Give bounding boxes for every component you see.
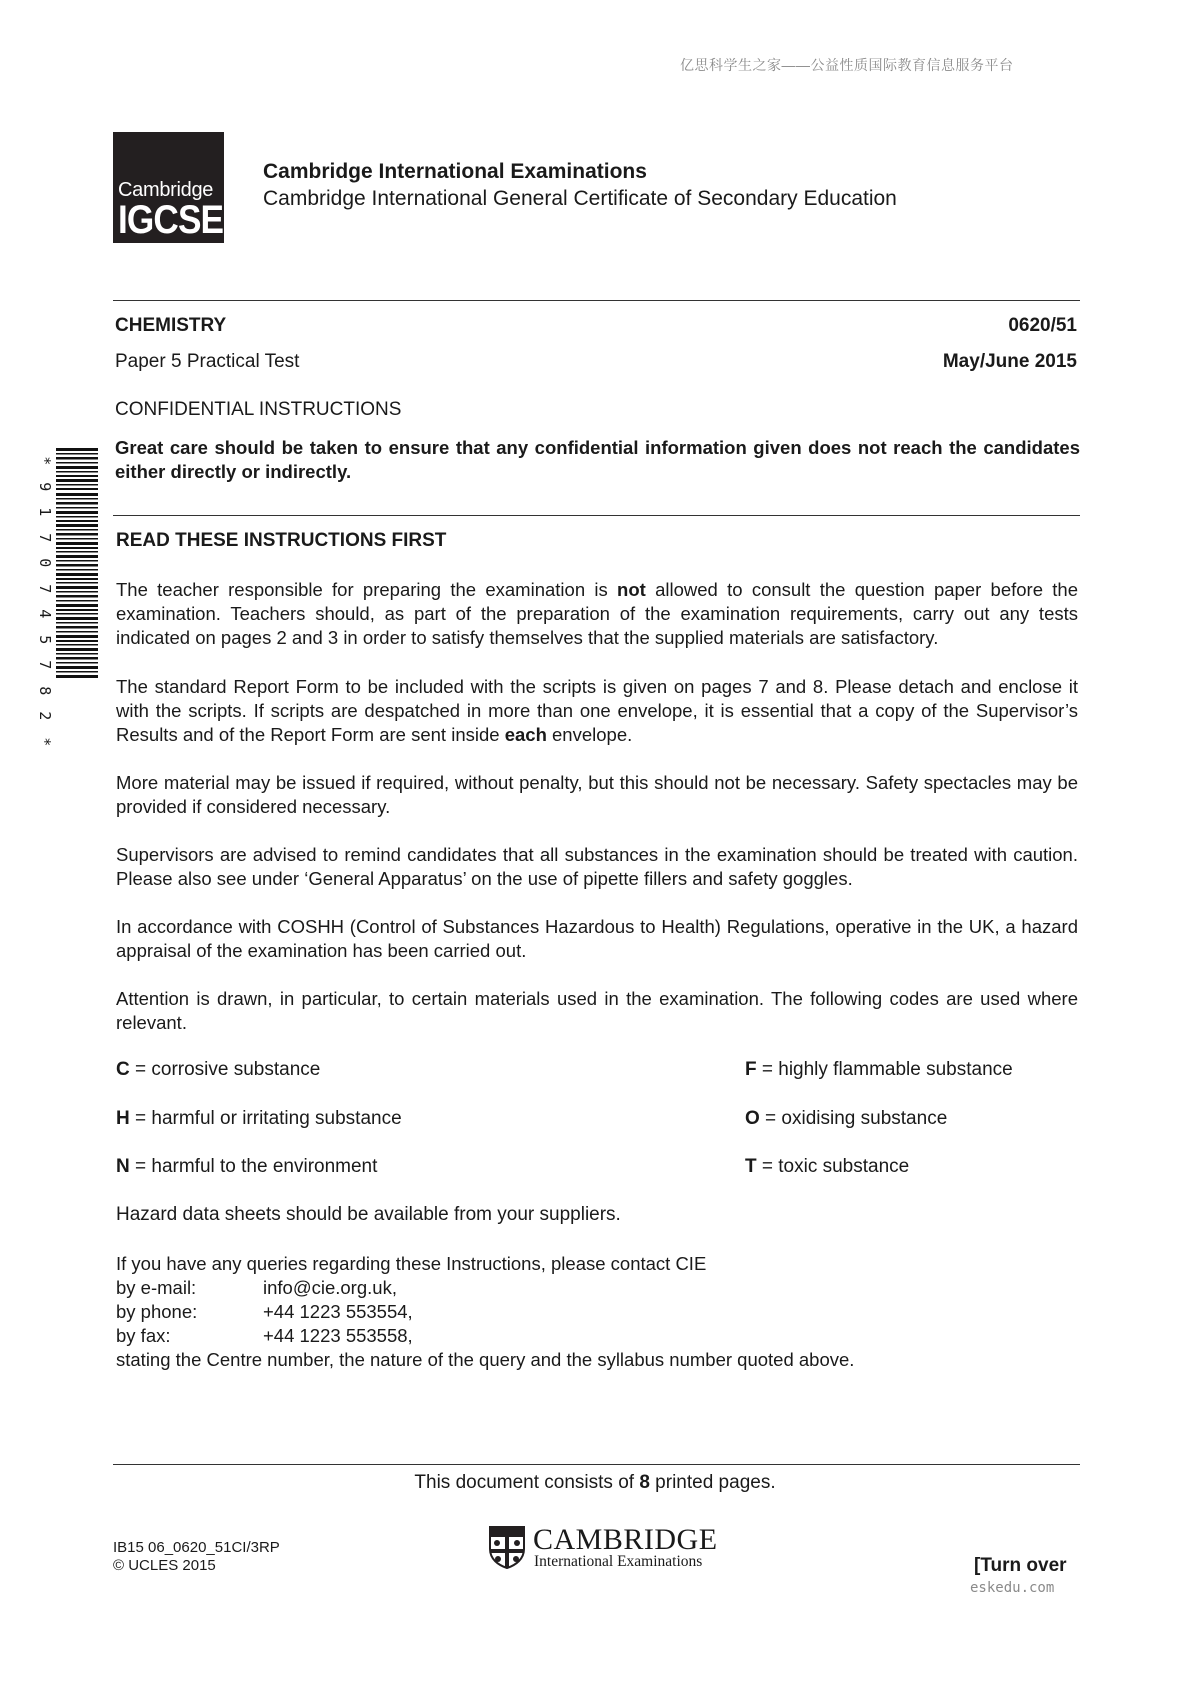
phone-label: by phone:	[116, 1301, 198, 1322]
cambridge-igcse-logo	[113, 132, 224, 243]
page-count-number: 8	[639, 1472, 650, 1493]
hazard-code-oxidising	[745, 1108, 947, 1130]
page-count-text-c: printed pages.	[649, 1472, 776, 1493]
divider-bottom	[113, 1464, 1080, 1465]
barcode-digit: 4	[35, 609, 54, 619]
hazard-sheets-note: Hazard data sheets should be available from your suppliers.	[116, 1204, 621, 1225]
contact-block	[116, 1252, 1078, 1372]
barcode-digit: 7	[35, 660, 54, 670]
document-reference: IB15 06_0620_51CI/3RP	[113, 1539, 280, 1556]
email-value: info@cie.org.uk,	[263, 1277, 397, 1298]
barcode-digit: 1	[35, 507, 54, 517]
paper-code: 0620/51	[1008, 315, 1077, 336]
session-date: May/June 2015	[942, 351, 1077, 372]
fax-label: by fax:	[116, 1325, 171, 1346]
fax-value: +44 1223 553558,	[263, 1325, 413, 1346]
logo-line1: Cambridge	[118, 179, 214, 201]
hazard-code-environment	[116, 1156, 377, 1178]
turn-over-label: [Turn over	[974, 1555, 1067, 1576]
hazard-code-desc: = oxidising substance	[759, 1108, 948, 1129]
hazard-code-letter: H	[116, 1108, 130, 1129]
email-label: by e-mail:	[116, 1277, 197, 1298]
page-count-text-a: This document consists of	[414, 1472, 640, 1493]
copyright: © UCLES 2015	[113, 1557, 216, 1574]
instruction-paragraph-4: Supervisors are advised to remind candidates that all substances in the examination should be treated with caution. Please also see under ‘General Apparatus’ on the use of pipette fillers and safety goggles.	[116, 844, 1078, 889]
hazard-code-letter: C	[116, 1059, 130, 1080]
instruction-paragraph-5: In accordance with COSHH (Control of Substances Hazardous to Health) Regulations, operative in the UK, a hazard appraisal of the examination has been carried out.	[116, 916, 1078, 961]
barcode-digit: 8	[35, 685, 54, 695]
hazard-code-harmful	[116, 1108, 402, 1130]
barcode-digit: *	[35, 456, 54, 466]
p1-text-bold: not	[617, 579, 646, 600]
organisation-name: Cambridge International Examinations	[263, 160, 647, 183]
contact-email-row	[116, 1276, 1078, 1300]
barcode-digit: 2	[35, 711, 54, 721]
subject-title: CHEMISTRY	[115, 315, 227, 336]
phone-value: +44 1223 553554,	[263, 1301, 413, 1322]
contact-intro: If you have any queries regarding these Instructions, please contact CIE	[116, 1253, 707, 1274]
p2-text-c: envelope.	[546, 724, 633, 745]
barcode-digits	[35, 448, 54, 754]
divider-top	[113, 300, 1080, 301]
contact-closing: stating the Centre number, the nature of the query and the syllabus number quoted above.	[116, 1349, 855, 1370]
hazard-code-desc: = highly flammable substance	[756, 1059, 1013, 1080]
confidential-heading: CONFIDENTIAL INSTRUCTIONS	[115, 399, 402, 420]
divider-middle	[113, 515, 1080, 516]
p2-text-a: The standard Report Form to be included with the scripts is given on pages 7 and 8. Please detach and enclose it with the scripts. If scripts are despatched in more than one envelope, it is essential that a copy of the Supervisor’s Results and of the Report Form are sent inside	[116, 676, 1078, 745]
instruction-paragraph-1	[116, 578, 1078, 650]
cambridge-wordmark: CAMBRIDGE	[533, 1523, 718, 1556]
barcode-digit: 7	[35, 583, 54, 593]
hazard-code-corrosive	[116, 1059, 320, 1081]
hazard-code-flammable	[745, 1059, 1013, 1081]
instruction-paragraph-3: More material may be issued if required, without penalty, but this should not be necessary. Safety spectacles may be provided if considered necessary.	[116, 772, 1078, 817]
qualification-name: Cambridge International General Certificate of Secondary Education	[263, 187, 897, 210]
hazard-code-letter: O	[745, 1108, 760, 1129]
barcode-digit: 5	[35, 634, 54, 644]
contact-fax-row	[116, 1324, 1078, 1348]
barcode	[56, 448, 98, 678]
barcode-digit: 9	[35, 481, 54, 491]
hazard-code-letter: T	[745, 1156, 757, 1177]
p1-text-a: The teacher responsible for preparing the examination is	[116, 579, 618, 600]
cambridge-shield-icon	[488, 1525, 526, 1569]
hazard-code-desc: = harmful or irritating substance	[129, 1108, 402, 1129]
p1-text-c: allowed to consult the question paper before the examination. Teachers should, as part of the preparation of the examination requirements, carry out any tests indicated on pages 2 and 3 in order to satisfy themselves that the supplied materials are satisfactory.	[116, 579, 1078, 648]
hazard-code-desc: = toxic substance	[756, 1156, 910, 1177]
barcode-digit: 0	[35, 558, 54, 568]
site-watermark: eskedu.com	[970, 1580, 1055, 1596]
instruction-paragraph-6: Attention is drawn, in particular, to certain materials used in the examination. The following codes are used where relevant.	[116, 988, 1078, 1033]
barcode-digit: 7	[35, 532, 54, 542]
hazard-code-toxic	[745, 1156, 909, 1178]
paper-title: Paper 5 Practical Test	[115, 351, 300, 372]
page-count	[0, 1472, 1190, 1494]
watermark-text: 亿思科学生之家——公益性质国际教育信息服务平台	[680, 57, 1014, 73]
cambridge-subtitle: International Examinations	[534, 1553, 703, 1570]
p2-text-bold: each	[504, 724, 547, 745]
hazard-code-desc: = corrosive substance	[129, 1059, 321, 1080]
logo-line2: IGCSE	[118, 198, 224, 242]
instruction-paragraph-2	[116, 675, 1078, 747]
barcode-digit: *	[35, 736, 54, 746]
hazard-code-desc: = harmful to the environment	[129, 1156, 378, 1177]
instructions-heading: READ THESE INSTRUCTIONS FIRST	[116, 530, 447, 551]
contact-phone-row	[116, 1300, 1078, 1324]
confidentiality-warning: Great care should be taken to ensure that any confidential information given does not reach the candidates either directly or indirectly.	[115, 437, 1080, 482]
hazard-code-letter: F	[745, 1059, 757, 1080]
hazard-code-letter: N	[116, 1156, 130, 1177]
